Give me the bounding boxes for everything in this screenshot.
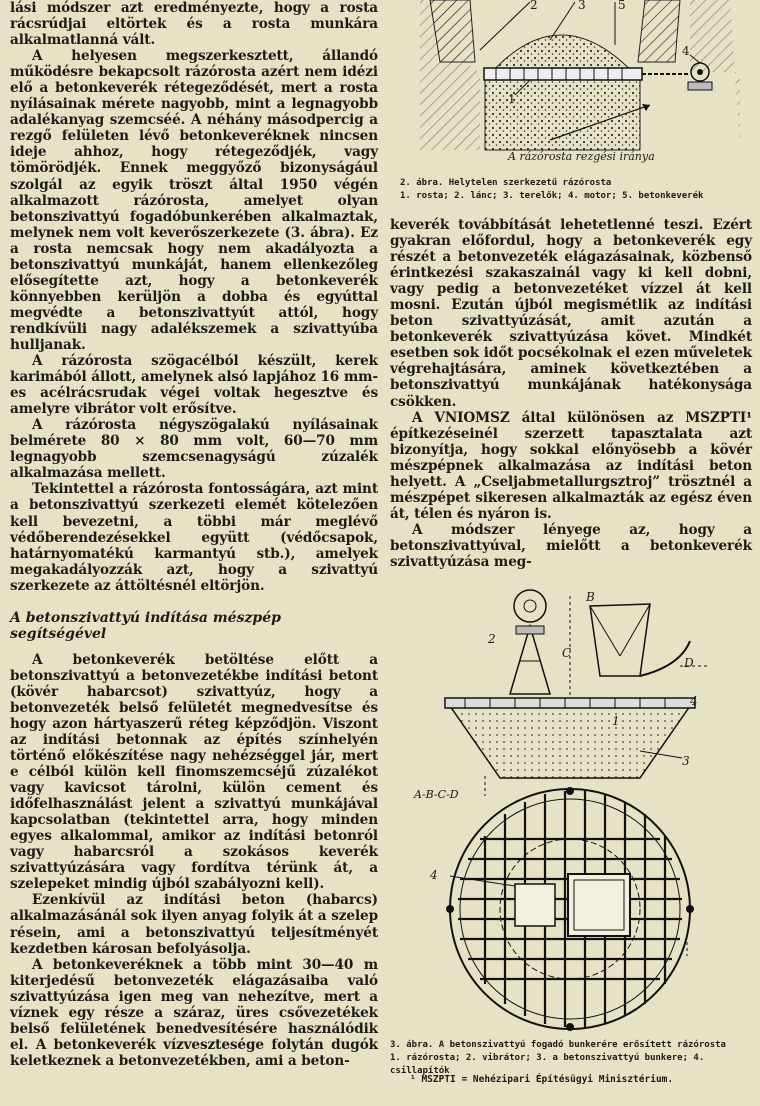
figure-3-label: 1 [612,714,620,728]
figure-3-caption-title: 3. ábra. A betonszivattyú fogadó bunkerére erősített rázórosta [390,1040,726,1050]
figure-3-label: 4 [430,868,438,882]
figure-3-label: 4 [690,694,698,708]
paragraph: A betonkeverék betöltése előtt a betonszivattyú a betonvezetékbe indítási betont (kövér habarcsot) szivattyúz, hogy a betonvezeték belső felületét megnedvesítse és hogy azon hártyaszerű réteg képződjön. Viszont az indítási betonnak az építés színhelyén történő előkészítése nagy nehézséggel jár, mert e célból külön kell finomszemcséjű zúzalékot vagy kavicsot tárolni, külön cement és időfelhasználást jelent a szivattyú munkájával kapcsolatban (tekintettel arra, hogy minden egyes alkalommal, amikor az indítási betonról vagy habarcsról a szokásos keverék szivattyúzására vagy fordítva térünk át, a szelepeket mindig újból szabályozni kell). [10,651,378,893]
paragraph: keverék továbbítását lehetetlenné teszi. Ezért gyakran előfordul, hogy a betonkeverék egy részét a betonvezeték elágazásainak, közbenső érintkezési szakaszainál vagy ki kell dobni, vagy pedig a betonvezetéket vízzel át kell mosni. Ezután újból megismétlik az indítási beton szivattyúzását, amit azután a betonkeverék szivattyúzása követ. Mindkét esetben sok időt pocsékolnak el ezen műveletek végrehajtására, aminek következtében a betonszivattyú munkájának hatékonysága csökken. [390,217,752,410]
figure-2-label: 1 [508,92,516,106]
figure-2-caption [400,177,752,203]
left-column [10,0,378,1069]
paragraph: Tekintettel a rázórosta fontosságára, azt mint a betonszivattyú szerkezeti elemét kötelezően kell bevezetni, a többi már meglévő védőberendezésekkel együtt (védőcsapok, határnyomatékú karmantyú stb.), amelyek megakadályozzák azt, hogy a szivattyú szerkezete az áttöltésnél eltörjön. [10,481,378,594]
figure-3-label: B [586,590,595,604]
figure-3-label: C [562,646,572,660]
figure-2-label: 2 [530,0,538,12]
paragraph: A rázórosta szögacélból készült, kerek karimából állott, amelynek alsó lapjához 16 mm-es acélrácsrudak végei voltak hegesztve és amelyre vibrátor volt erősítve. [10,353,378,418]
paragraph: lási módszer azt eredményezte, hogy a rosta rácsrúdjai eltörtek és a rosta munkára alkalmatlanná vált. [10,0,378,49]
footnote: ¹ MSZPTI = Nehézipari Építésügyi Minisztérium. [410,1074,674,1085]
paragraph: A módszer lényege az, hogy a betonszivattyúval, mielőtt a betonkeverék szivattyúzása meg- [390,521,752,570]
section-heading: A betonszivattyú indítása mészpép segítségével [10,609,281,642]
figure-3-label: D [684,656,694,670]
figure-2-arrow-label: A rázórosta rezgési iránya [508,150,655,163]
figure-2 [400,0,752,201]
figure-2-caption-items: 1. rosta; 2. lánc; 3. terelők; 4. motor; 5. betonkeverék [400,191,704,201]
paragraph: Ezenkívül az indítási beton (habarcs) alkalmazásánál sok ilyen anyag folyik át a szelep résein, ami a betonszivattyú teljesítményét kezdetben károsan befolyásolja. [10,892,378,957]
paragraph: A helyesen megszerkesztett, állandó működésre bekapcsolt rázórosta azért nem idézi elő a betonkeverék rétegeződését, mert a rosta nyílásainak mérete nagyobb, mint a legnagyobb adalékanyag szemcséé. A néhány másodpercig a rezgő felületen lévő betonkeveréknek nincsen ideje ahhoz, hogy rétegeződjék, vagy tömörödjék. Ennek meggyőző bizonyságául szolgál az egyik tröszt által 1950 végén alkalmazott rázórosta, amelyet olyan betonszivattyú fogadóbunkerében alkalmaztak, melynek nem volt keverőszerkezete (3. ábra). Ez a rosta nemcsak hogy nem akadályozta a betonszivattyú munkáját, hanem ellenkezőleg elősegítette azt, hogy a betonkeverék könnyebben kerüljön a dobba és egyúttal megvédte a betonszivattyút attól, hogy rendkívüli nagy adalékszemek a szivattyúba hulljanak. [10,48,378,353]
paragraph: A rázórosta négyszögalakú nyílásainak belmérete 80 × 80 mm volt, 60—70 mm legnagyobb szemcsenagyságú zúzalék alkalmazása mellett. [10,417,378,482]
figure-3-caption-items: 1. rázórosta; 2. vibrátor; 3. a betonszivattyú bunkere; 4. csillapítók [390,1053,705,1076]
figure-3 [390,586,752,1076]
paragraph: A betonkeveréknek a több mint 30—40 m kiterjedésű betonvezeték elágazásaiba való szivattyúzása igen meg van nehezítve, mert a víznek egy része a száraz, üres csővezetékek belső felületének benedvesítésére használódik el. A betonkeverék vízvesztesége folytán dugók keletkeznek a betonvezetékben, ami a beton- [10,956,378,1069]
figure-3-section-label: A-B-C-D [414,788,459,801]
figure-2-label: 5 [618,0,626,12]
figure-3-label: 2 [488,632,496,646]
figure-2-label: 3 [578,0,586,12]
figure-3-label: 3 [682,754,690,768]
paragraph: A VNIOMSZ által különösen az MSZPTI¹ építkezéseinél szerzett tapasztalata azt bizonyítja, hogy sokkal előnyösebb a kövér mészpépnek alkalmazása az indítási beton helyett. A „Cseljabmetallurgsztroj” trösztnél a mészpépet sikeresen alkalmazták az egész éven át, télen és nyáron is. [390,409,752,522]
figure-2-label: 4 [682,44,690,58]
figure-3-caption [390,1039,752,1078]
right-column [390,217,752,570]
figure-2-caption-title: 2. ábra. Helytelen szerkezetű rázórosta [400,178,612,188]
